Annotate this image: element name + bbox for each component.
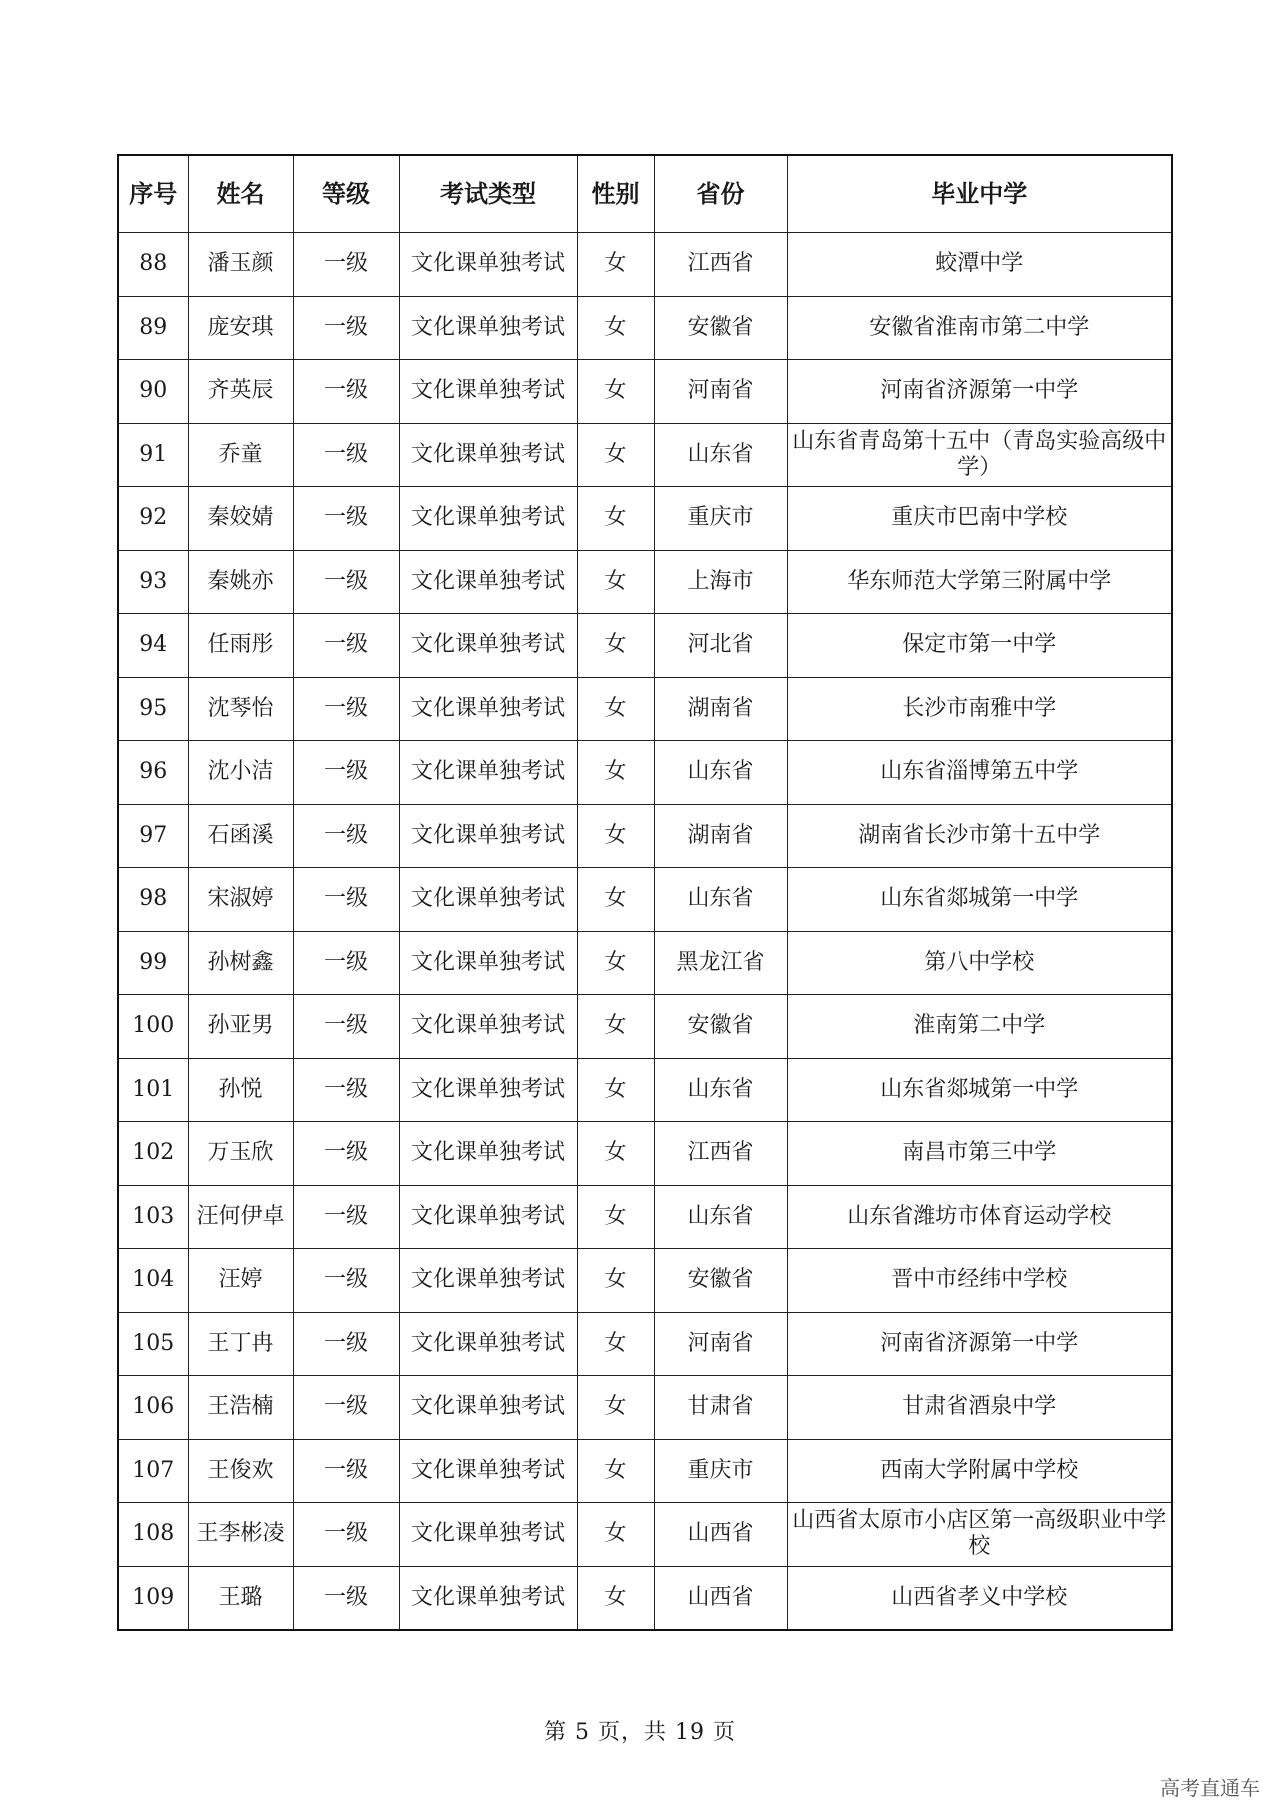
table-cell: 山东省 [654,423,787,487]
table-cell: 山东省淄博第五中学 [787,741,1172,805]
table-cell: 山东省郯城第一中学 [787,868,1172,932]
table-cell: 女 [577,1185,654,1249]
table-row [118,1566,1172,1630]
table-cell: 一级 [293,1566,399,1630]
table-cell: 江西省 [654,233,787,297]
table-cell: 一级 [293,1376,399,1440]
table-cell: 一级 [293,360,399,424]
table-cell: 宋淑婷 [188,868,293,932]
table-cell: 女 [577,1122,654,1186]
table-cell: 甘肃省 [654,1376,787,1440]
table-cell: 文化课单独考试 [399,360,577,424]
table-cell: 106 [118,1376,188,1440]
table-cell: 一级 [293,1122,399,1186]
table-cell: 汪何伊卓 [188,1185,293,1249]
page-number: 第 5 页，共 19 页 [544,1720,736,1745]
table-cell: 一级 [293,550,399,614]
header-cell: 序号 [118,155,188,233]
table-row [118,423,1172,487]
table-cell: 一级 [293,804,399,868]
table-cell: 山东省郯城第一中学 [787,1058,1172,1122]
table-cell: 88 [118,233,188,297]
table-cell: 女 [577,804,654,868]
table-cell: 一级 [293,1185,399,1249]
table-cell: 104 [118,1249,188,1313]
table-row [118,1058,1172,1122]
table-cell: 王俊欢 [188,1439,293,1503]
table-cell: 一级 [293,1058,399,1122]
table-cell: 92 [118,487,188,551]
table-cell: 97 [118,804,188,868]
table-cell: 女 [577,995,654,1059]
table-cell: 重庆市巴南中学校 [787,487,1172,551]
table-cell: 女 [577,1503,654,1567]
table-cell: 孙树鑫 [188,931,293,995]
table-cell: 山东省 [654,741,787,805]
table-row [118,233,1172,297]
table-cell: 女 [577,487,654,551]
table-cell: 103 [118,1185,188,1249]
table-cell: 蛟潭中学 [787,233,1172,297]
table-cell: 96 [118,741,188,805]
table-row [118,804,1172,868]
table-cell: 女 [577,1566,654,1630]
table-cell: 文化课单独考试 [399,614,577,678]
table-row [118,995,1172,1059]
table-cell: 甘肃省酒泉中学 [787,1376,1172,1440]
table-cell: 95 [118,677,188,741]
table-cell: 女 [577,741,654,805]
table-cell: 重庆市 [654,487,787,551]
table-row [118,677,1172,741]
table-cell: 100 [118,995,188,1059]
table-cell: 文化课单独考试 [399,868,577,932]
table-cell: 105 [118,1312,188,1376]
table-cell: 文化课单独考试 [399,1439,577,1503]
table-cell: 淮南第二中学 [787,995,1172,1059]
table-cell: 孙亚男 [188,995,293,1059]
table-cell: 文化课单独考试 [399,931,577,995]
table-cell: 王璐 [188,1566,293,1630]
table-cell: 女 [577,614,654,678]
table-cell: 女 [577,868,654,932]
table-cell: 齐英辰 [188,360,293,424]
table-cell: 108 [118,1503,188,1567]
table-cell: 89 [118,296,188,360]
table-cell: 一级 [293,1503,399,1567]
header-cell: 性别 [577,155,654,233]
table-row [118,550,1172,614]
table-cell: 长沙市南雅中学 [787,677,1172,741]
table-cell: 王浩楠 [188,1376,293,1440]
table-cell: 文化课单独考试 [399,1122,577,1186]
table-cell: 一级 [293,1439,399,1503]
watermark: 高考直通车 [1160,1776,1260,1800]
table-cell: 一级 [293,868,399,932]
table-cell: 文化课单独考试 [399,1185,577,1249]
table-cell: 女 [577,1376,654,1440]
table-cell: 女 [577,677,654,741]
roster-table [117,154,1173,1631]
table-cell: 山西省孝义中学校 [787,1566,1172,1630]
table-cell: 一级 [293,423,399,487]
header-cell: 姓名 [188,155,293,233]
table-cell: 102 [118,1122,188,1186]
table-cell: 山西省 [654,1566,787,1630]
table-cell: 乔童 [188,423,293,487]
table-cell: 山东省潍坊市体育运动学校 [787,1185,1172,1249]
table-cell: 南昌市第三中学 [787,1122,1172,1186]
table-row [118,741,1172,805]
table-cell: 第八中学校 [787,931,1172,995]
table-cell: 庞安琪 [188,296,293,360]
table-cell: 女 [577,1439,654,1503]
table-cell: 一级 [293,741,399,805]
table-cell: 潘玉颜 [188,233,293,297]
table-cell: 河南省 [654,1312,787,1376]
table-cell: 山东省 [654,1185,787,1249]
table-cell: 安徽省 [654,296,787,360]
table-row [118,1503,1172,1567]
table-cell: 河南省济源第一中学 [787,360,1172,424]
table-cell: 孙悦 [188,1058,293,1122]
table-cell: 女 [577,550,654,614]
table-row [118,1249,1172,1313]
table-cell: 文化课单独考试 [399,1249,577,1313]
table-cell: 汪婷 [188,1249,293,1313]
table-cell: 文化课单独考试 [399,1058,577,1122]
header-row [118,155,1172,233]
table-cell: 西南大学附属中学校 [787,1439,1172,1503]
header-cell: 等级 [293,155,399,233]
table-cell: 安徽省 [654,1249,787,1313]
table-cell: 晋中市经纬中学校 [787,1249,1172,1313]
table-cell: 女 [577,360,654,424]
table-cell: 万玉欣 [188,1122,293,1186]
table-cell: 文化课单独考试 [399,233,577,297]
table-cell: 一级 [293,296,399,360]
table-cell: 山东省 [654,868,787,932]
table-cell: 保定市第一中学 [787,614,1172,678]
table-row [118,296,1172,360]
table-cell: 文化课单独考试 [399,804,577,868]
table-cell: 女 [577,931,654,995]
table-cell: 女 [577,423,654,487]
table-cell: 109 [118,1566,188,1630]
table-cell: 沈小洁 [188,741,293,805]
table-cell: 一级 [293,995,399,1059]
table-cell: 文化课单独考试 [399,741,577,805]
table-cell: 文化课单独考试 [399,1566,577,1630]
table-cell: 安徽省淮南市第二中学 [787,296,1172,360]
table-cell: 沈琴怡 [188,677,293,741]
table-row [118,360,1172,424]
table-cell: 河北省 [654,614,787,678]
table-cell: 上海市 [654,550,787,614]
table-cell: 文化课单独考试 [399,296,577,360]
table-cell: 女 [577,1312,654,1376]
table-cell: 91 [118,423,188,487]
table-cell: 女 [577,296,654,360]
table-row [118,614,1172,678]
table-cell: 河南省济源第一中学 [787,1312,1172,1376]
table-cell: 王李彬凌 [188,1503,293,1567]
table-cell: 文化课单独考试 [399,1376,577,1440]
table-cell: 一级 [293,233,399,297]
table-cell: 一级 [293,677,399,741]
table-cell: 98 [118,868,188,932]
table-row [118,1376,1172,1440]
table-cell: 王丁冉 [188,1312,293,1376]
table-cell: 石函溪 [188,804,293,868]
table-row [118,1122,1172,1186]
table-cell: 湖南省 [654,677,787,741]
table-cell: 101 [118,1058,188,1122]
table-cell: 秦姣婧 [188,487,293,551]
table-cell: 湖南省长沙市第十五中学 [787,804,1172,868]
table-cell: 99 [118,931,188,995]
table-cell: 94 [118,614,188,678]
table-cell: 河南省 [654,360,787,424]
table-cell: 107 [118,1439,188,1503]
roster-table-container [117,154,1171,1631]
table-cell: 女 [577,1058,654,1122]
table-row [118,931,1172,995]
table-cell: 华东师范大学第三附属中学 [787,550,1172,614]
table-cell: 文化课单独考试 [399,1312,577,1376]
table-cell: 湖南省 [654,804,787,868]
table-row [118,1439,1172,1503]
table-row [118,1185,1172,1249]
table-cell: 文化课单独考试 [399,487,577,551]
table-cell: 文化课单独考试 [399,1503,577,1567]
header-cell: 毕业中学 [787,155,1172,233]
table-cell: 山东省 [654,1058,787,1122]
table-cell: 93 [118,550,188,614]
table-cell: 山东省青岛第十五中（青岛实验高级中学） [787,423,1172,487]
table-cell: 重庆市 [654,1439,787,1503]
table-cell: 一级 [293,487,399,551]
table-cell: 任雨彤 [188,614,293,678]
table-cell: 文化课单独考试 [399,423,577,487]
table-cell: 90 [118,360,188,424]
table-cell: 山西省 [654,1503,787,1567]
header-cell: 省份 [654,155,787,233]
table-row [118,487,1172,551]
table-cell: 一级 [293,1312,399,1376]
table-cell: 一级 [293,1249,399,1313]
table-cell: 一级 [293,931,399,995]
table-row [118,868,1172,932]
table-cell: 文化课单独考试 [399,550,577,614]
table-cell: 黑龙江省 [654,931,787,995]
header-cell: 考试类型 [399,155,577,233]
table-cell: 山西省太原市小店区第一高级职业中学校 [787,1503,1172,1567]
table-cell: 秦姚亦 [188,550,293,614]
table-cell: 女 [577,233,654,297]
table-cell: 安徽省 [654,995,787,1059]
table-cell: 文化课单独考试 [399,677,577,741]
table-row [118,1312,1172,1376]
table-cell: 江西省 [654,1122,787,1186]
table-cell: 文化课单独考试 [399,995,577,1059]
table-cell: 一级 [293,614,399,678]
table-cell: 女 [577,1249,654,1313]
